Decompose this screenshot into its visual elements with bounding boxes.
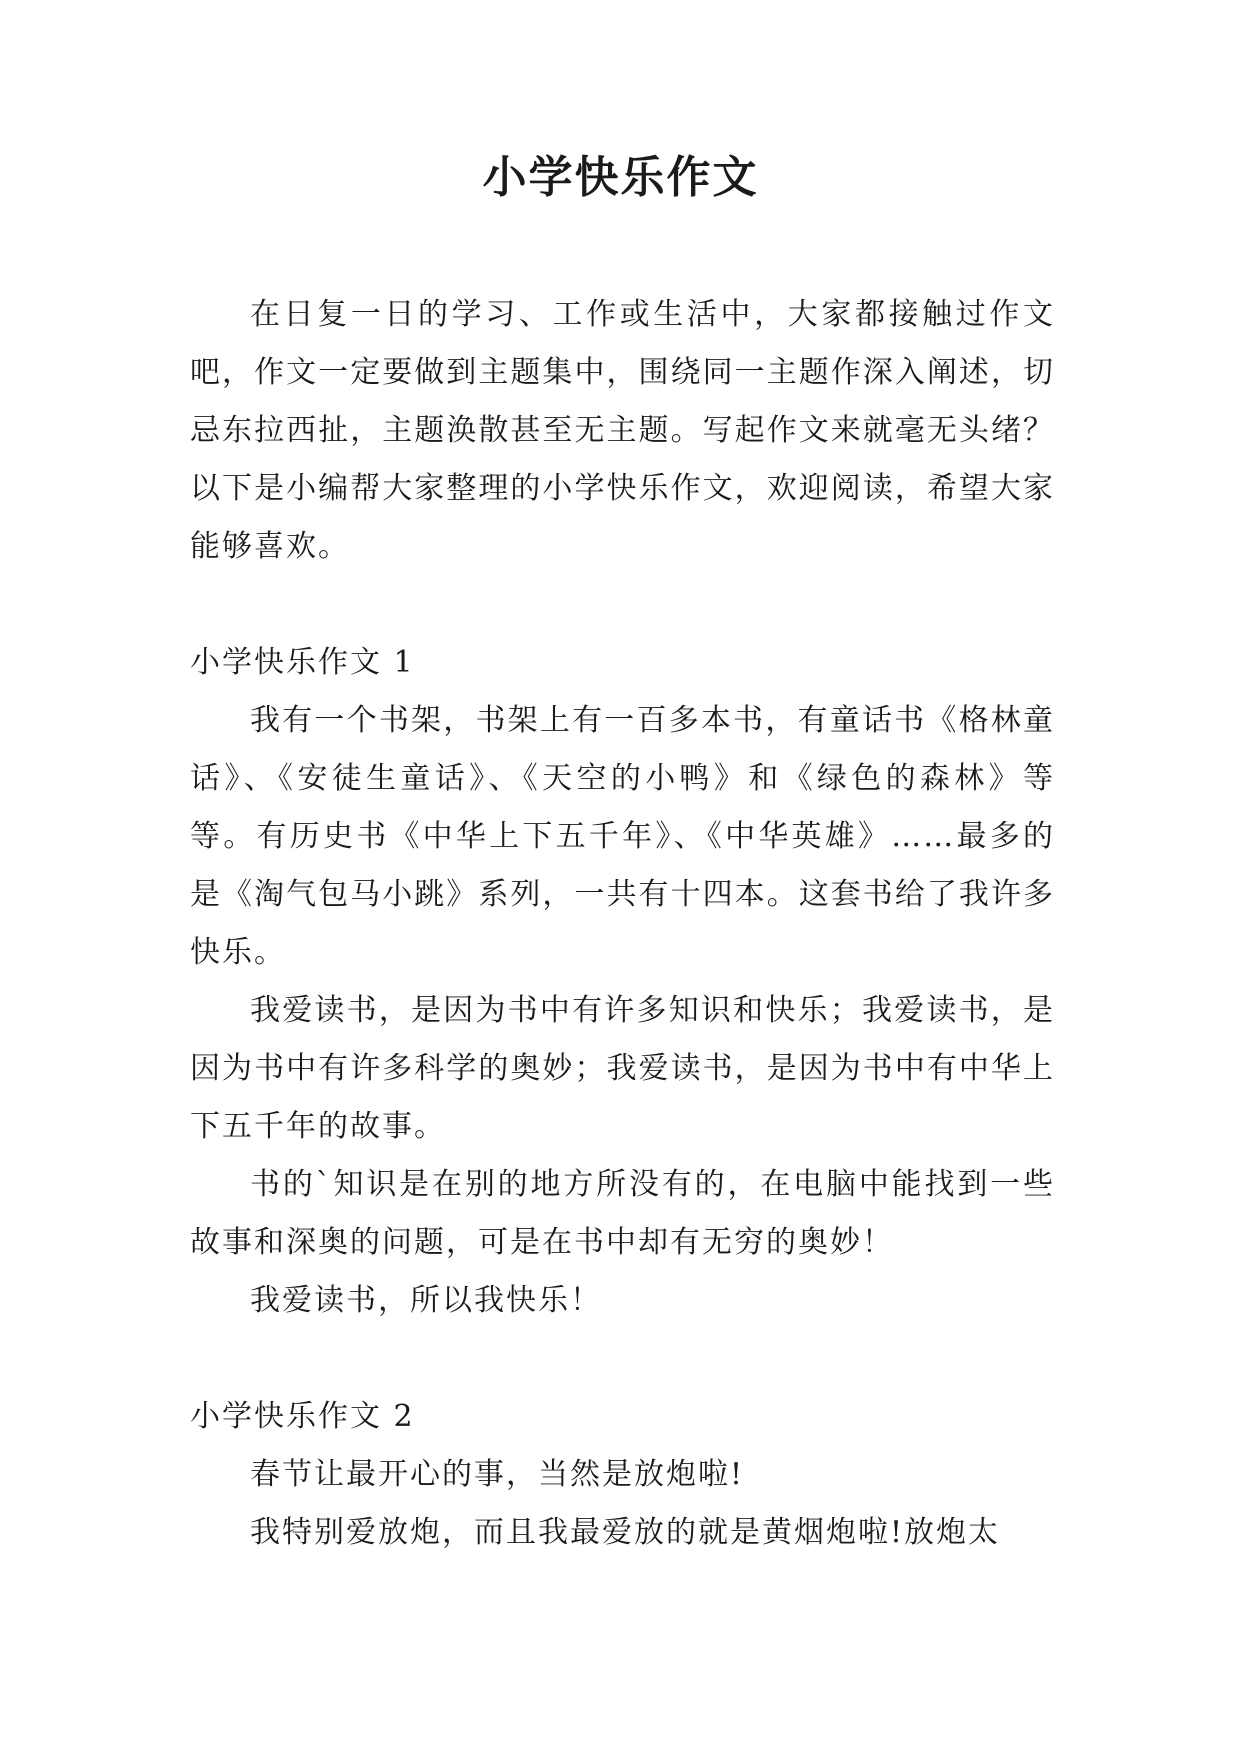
essay-1-heading: 小学快乐作文 1 bbox=[190, 645, 415, 680]
essay-1-paragraph-3: 书的`知识是在别的地方所没有的，在电脑中能找到一些故事和深奥的问题，可是在书中却有无穷的奥妙！ bbox=[190, 1167, 1055, 1260]
essay-2-heading: 小学快乐作文 2 bbox=[190, 1399, 415, 1434]
document-body bbox=[190, 286, 1055, 1562]
section-gap bbox=[190, 576, 1055, 634]
essay-2-paragraph-1: 春节让最开心的事，当然是放炮啦! bbox=[250, 1457, 745, 1492]
section-gap bbox=[190, 1330, 1055, 1388]
essay-1-paragraph-1: 我有一个书架，书架上有一百多本书，有童话书《格林童话》、《安徒生童话》、《天空的小鸭》和《绿色的森林》等等。有历史书《中华上下五千年》、《中华英雄》……最多的是《淘气包马小跳》系列，一共有十四本。这套书给了我许多快乐。 bbox=[190, 703, 1055, 970]
essay-1-paragraph-2: 我爱读书，是因为书中有许多知识和快乐；我爱读书，是因为书中有许多科学的奥妙；我爱读书，是因为书中有中华上下五千年的故事。 bbox=[190, 993, 1055, 1144]
essay-2-paragraph-2: 我特别爱放炮，而且我最爱放的就是黄烟炮啦!放炮太 bbox=[250, 1515, 1001, 1550]
intro-paragraph: 在日复一日的学习、工作或生活中，大家都接触过作文吧，作文一定要做到主题集中，围绕同一主题作深入阐述，切忌东拉西扯，主题涣散甚至无主题。写起作文来就毫无头绪？以下是小编帮大家整理的小学快乐作文，欢迎阅读，希望大家能够喜欢。 bbox=[190, 297, 1055, 564]
essay-1-paragraph-4: 我爱读书，所以我快乐！ bbox=[250, 1283, 602, 1318]
document-title: 小学快乐作文 bbox=[482, 152, 759, 203]
